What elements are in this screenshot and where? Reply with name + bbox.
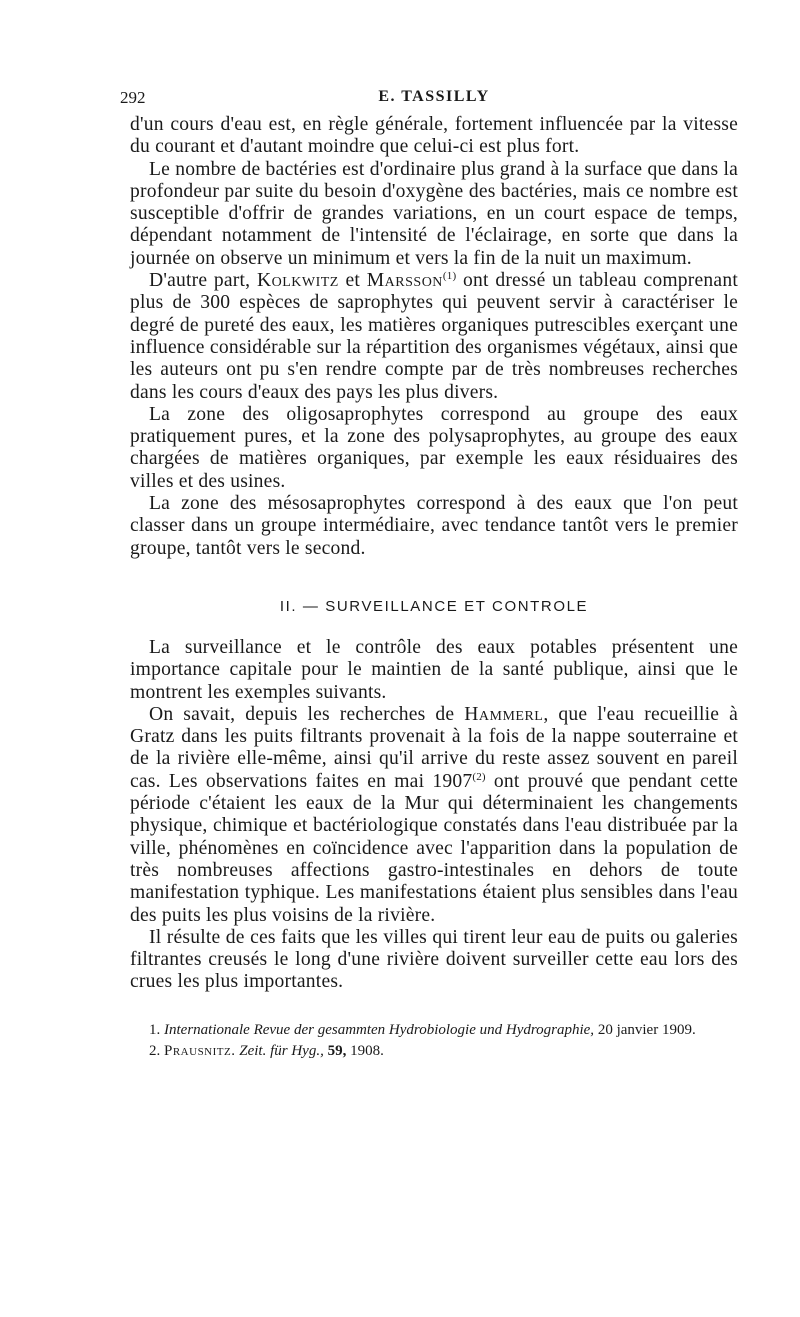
footnote-year: 1908. <box>350 1042 384 1059</box>
text-run: ont dressé un tableau comprenant plus de 300 espèces de saprophytes qui peuvent servir à caractériser le degré de pureté des eaux, les matières organiques putrescibles exerçant une influence considérable sur la répartition des organismes végétaux, ainsi que les auteurs ont pu s'en rendre compte par de très nombreuses recherches dans les cours d'eaux des pays les plus divers. <box>130 270 738 403</box>
paragraph-continued: d'un cours d'eau est, en règle générale, fortement influencée par la vitesse du courant et d'autant moindre que celui-ci est plus fort. <box>130 114 738 158</box>
author-name: Hammerl <box>464 703 544 725</box>
section-heading: II. — SURVEILLANCE ET CONTROLE <box>279 597 589 615</box>
footnote-reference: (1) <box>442 270 457 283</box>
page-number: 292 <box>120 88 146 107</box>
paragraph-bacteria-count: Le nombre de bactéries est d'ordinaire plus grand à la surface que dans la profondeur par suite du besoin d'oxygène des bactéries, mais ce nombre est susceptible d'offrir de grandes variations, en un court espace de temps, dépendant notamment de l'intensité de l'éclairage, en sorte que dans la journée on observe un minimum et vers la fin de la nuit un maximum. <box>130 158 738 269</box>
paragraph-surveillance: La surveillance et le contrôle des eaux potables présentent une importance capitale pour le maintien de la santé publique, ainsi que le montrent les exemples suivants. <box>130 636 738 703</box>
running-title: E. TASSILLY <box>378 88 490 105</box>
footnote-volume: 59, <box>327 1042 347 1059</box>
book-page <box>120 88 738 1062</box>
footnote-author: Prausnitz. <box>164 1042 236 1059</box>
paragraph-gratz-observations <box>130 704 738 927</box>
text-run: On savait, depuis les recherches de <box>149 703 455 725</box>
paragraph-conclusion: Il résulte de ces faits que les villes qui tirent leur eau de puits ou galeries filtrantes creusés le long d'une rivière doivent surveiller cette eau lors des crues les plus importantes. <box>130 926 738 993</box>
author-name: Marsson <box>366 270 443 292</box>
footnote-journal: Zeit. für Hyg., <box>239 1042 324 1059</box>
text-run: D'autre part, <box>149 270 251 292</box>
running-head <box>120 88 738 114</box>
paragraph-saprophytes-table <box>130 270 738 404</box>
footnote-detail: 20 janvier 1909. <box>597 1021 696 1038</box>
text-run: ont prouvé que pendant cette période c'étaient les eaux de la Mur qui déterminaient les changements physique, chimique et bactériologique constatés dans l'eau distribuée par la ville, phénomènes en coïncidence avec l'apparition dans la population de très nombreuses affections gastro-intestinales en dehors de toute manifestation typhique. Les manifestations étaient plus sensibles dans l'eau des puits les plus voisins de la rivière. <box>130 770 738 926</box>
paragraph-oligosaprophytes: La zone des oligosaprophytes correspond au groupe des eaux pratiquement pures, et la zone des polysaprophytes, au groupe des eaux chargées de matières organiques, par exemple les eaux résiduaires des villes et des usines. <box>130 403 738 492</box>
footnote-1 <box>130 1020 738 1041</box>
footnote-title: Internationale Revue der gesammten Hydrobiologie und Hydrographie, <box>164 1021 595 1038</box>
footnote-2 <box>130 1041 738 1062</box>
footnotes <box>130 1020 738 1062</box>
text-run: , que l'eau recueillie à Gratz dans les puits filtrants provenait à la fois de la nappe souterraine et de la rivière elle-même, ainsi qu'il arrive du reste assez souvent en pareil cas. Les observations faites en mai 1907 <box>130 703 738 792</box>
footnote-number: 2. <box>149 1042 161 1059</box>
footnote-reference: (2) <box>472 770 486 783</box>
footnote-number: 1. <box>149 1021 161 1038</box>
author-name: Kolkwitz <box>256 270 339 292</box>
paragraph-mesosaprophytes: La zone des mésosaprophytes correspond à des eaux que l'on peut classer dans un groupe intermédiaire, avec tendance tantôt vers le premier groupe, tantôt vers le second. <box>130 493 738 559</box>
text-run: et <box>345 270 361 292</box>
